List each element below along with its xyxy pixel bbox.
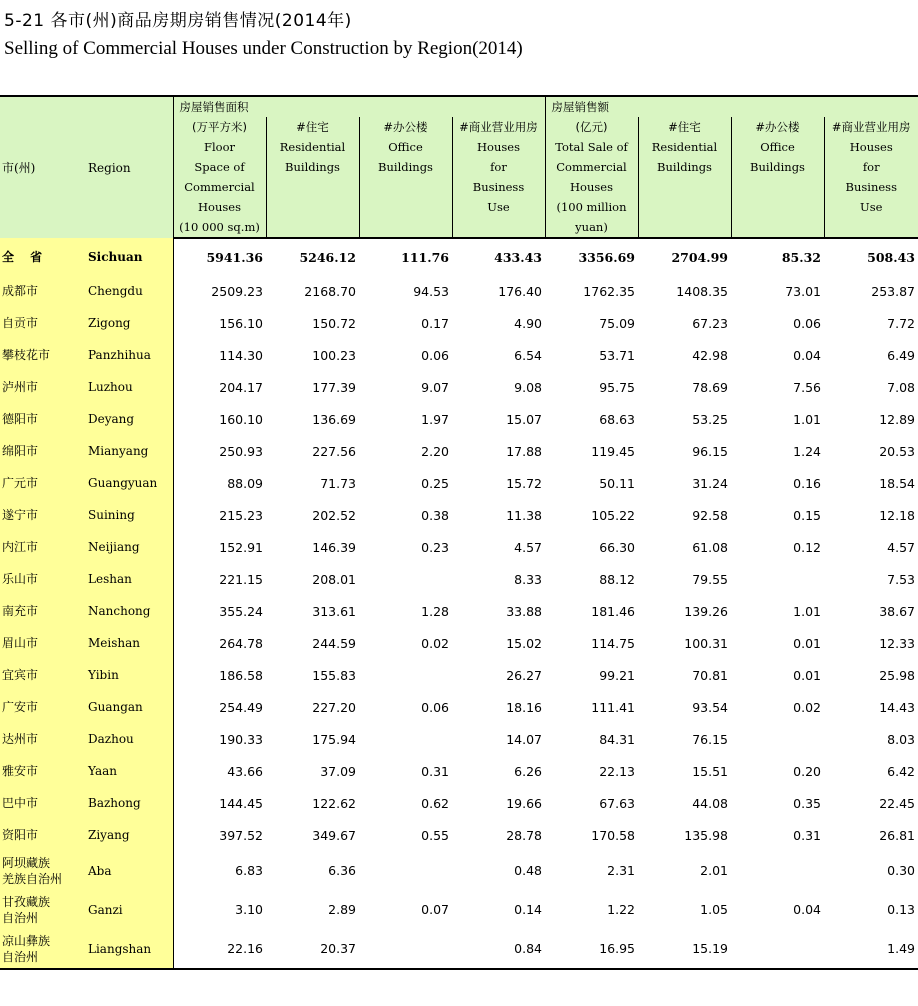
- value-cell: 190.33: [219, 731, 263, 747]
- region-name-en: Suining: [86, 499, 173, 531]
- table-row: [0, 723, 918, 755]
- value-cell: 0.31: [793, 827, 821, 843]
- value-cell: 15.19: [638, 929, 731, 969]
- value-cell: 105.22: [591, 507, 635, 523]
- value-cell: 2.20: [421, 443, 449, 459]
- value-cell: 152.91: [219, 539, 263, 555]
- value-cell: 0.30: [887, 863, 915, 878]
- value-cell: 99.21: [599, 667, 635, 683]
- value-cell: 1.24: [793, 443, 821, 459]
- value-cell: 313.61: [312, 603, 356, 619]
- header-sales-total: (亿元) Total Sale of Commercial Houses (100 million yuan): [545, 117, 638, 238]
- value-cell: 215.23: [219, 507, 263, 523]
- value-cell: 26.27: [506, 667, 542, 683]
- value-cell: 1408.35: [676, 283, 728, 299]
- region-name-cn: 广元市: [0, 467, 86, 499]
- value-cell: 0.84: [452, 929, 545, 969]
- value-cell: 12.18: [879, 507, 915, 523]
- value-cell: 0.06: [421, 347, 449, 363]
- page-title-cn: 5-21 各市(州)商品房期房销售情况(2014年): [4, 11, 352, 31]
- value-cell: 2704.99: [671, 249, 728, 265]
- value-cell: 11.38: [506, 507, 542, 523]
- region-name-cn: 全 省: [0, 238, 86, 275]
- value-cell: 70.81: [692, 667, 728, 683]
- region-name-cn: 乐山市: [0, 563, 86, 595]
- value-cell: 15.51: [692, 763, 728, 779]
- region-name-en: Bazhong: [86, 787, 173, 819]
- value-cell: 17.88: [506, 443, 542, 459]
- value-cell: 4.57: [514, 539, 542, 555]
- header-sales-business: #商业营业用房 Houses for Business Use: [824, 117, 918, 238]
- value-cell: 136.69: [312, 411, 356, 427]
- table-row: [0, 531, 918, 563]
- value-cell: 139.26: [684, 603, 728, 619]
- table-row: [0, 595, 918, 627]
- region-name-cn: 广安市: [0, 691, 86, 723]
- value-cell: 93.54: [692, 699, 728, 715]
- table-row: [0, 691, 918, 723]
- value-cell: 177.39: [312, 379, 356, 395]
- value-cell: 111.41: [591, 699, 635, 715]
- header-floor-area-group: 房屋销售面积: [173, 96, 545, 117]
- value-cell: 6.83: [235, 863, 263, 878]
- table-row: [0, 435, 918, 467]
- value-cell: 6.54: [514, 347, 542, 363]
- value-cell: 0.02: [793, 699, 821, 715]
- sales-table: [0, 95, 918, 970]
- region-name-en: Meishan: [86, 627, 173, 659]
- region-name-en: Leshan: [86, 563, 173, 595]
- value-cell: 264.78: [219, 635, 263, 651]
- value-cell: 111.76: [401, 249, 449, 265]
- value-cell: 0.12: [793, 539, 821, 555]
- value-cell: 15.72: [506, 475, 542, 491]
- value-cell: 18.16: [506, 699, 542, 715]
- value-cell: 25.98: [879, 667, 915, 683]
- value-cell: 7.56: [793, 379, 821, 395]
- value-cell: 2.89: [328, 902, 356, 917]
- value-cell: 0.23: [421, 539, 449, 555]
- value-cell: 1.01: [793, 603, 821, 619]
- region-name-en: Neijiang: [86, 531, 173, 563]
- value-cell: 53.71: [599, 347, 635, 363]
- value-cell: 181.46: [591, 603, 635, 619]
- region-name-cn: 阿坝藏族 羌族自治州: [0, 851, 86, 890]
- value-cell: 79.55: [692, 571, 728, 587]
- value-cell: 84.31: [599, 731, 635, 747]
- value-cell: 12.33: [879, 635, 915, 651]
- header-sales-group: 房屋销售额: [545, 96, 918, 117]
- value-cell: 92.58: [692, 507, 728, 523]
- value-cell: [731, 851, 824, 890]
- region-name-en: Guangan: [86, 691, 173, 723]
- value-cell: 227.20: [312, 699, 356, 715]
- value-cell: 253.87: [871, 283, 915, 299]
- value-cell: 26.81: [879, 827, 915, 843]
- table-row: [0, 563, 918, 595]
- header-area-office: #办公楼 Office Buildings: [359, 117, 452, 238]
- value-cell: 3356.69: [578, 249, 635, 265]
- value-cell: 15.02: [506, 635, 542, 651]
- value-cell: 244.59: [312, 635, 356, 651]
- value-cell: 2509.23: [211, 283, 263, 299]
- value-cell: 186.58: [219, 667, 263, 683]
- region-name-cn: 甘孜藏族 自治州: [0, 890, 86, 929]
- value-cell: 53.25: [692, 411, 728, 427]
- value-cell: 0.06: [793, 315, 821, 331]
- value-cell: 33.88: [506, 603, 542, 619]
- region-name-en: Liangshan: [86, 929, 173, 969]
- page-title-en: Selling of Commercial Houses under Construction by Region(2014): [4, 38, 523, 59]
- region-name-en: Ganzi: [86, 890, 173, 929]
- value-cell: 42.98: [692, 347, 728, 363]
- value-cell: 37.09: [320, 763, 356, 779]
- value-cell: 5246.12: [299, 249, 356, 265]
- table-row: [0, 307, 918, 339]
- value-cell: 202.52: [312, 507, 356, 523]
- value-cell: 170.58: [591, 827, 635, 843]
- value-cell: 433.43: [494, 249, 542, 265]
- region-name-en: Zigong: [86, 307, 173, 339]
- value-cell: 20.37: [266, 929, 359, 969]
- region-name-en: Panzhihua: [86, 339, 173, 371]
- value-cell: 96.15: [692, 443, 728, 459]
- value-cell: 16.95: [545, 929, 638, 969]
- value-cell: 250.93: [219, 443, 263, 459]
- value-cell: 0.14: [514, 902, 542, 917]
- value-cell: 7.72: [887, 315, 915, 331]
- value-cell: 150.72: [312, 315, 356, 331]
- header-area-business: #商业营业用房 Houses for Business Use: [452, 117, 545, 238]
- value-cell: 88.12: [599, 571, 635, 587]
- table-row: [0, 371, 918, 403]
- table-row: [0, 755, 918, 787]
- value-cell: 2.31: [607, 863, 635, 878]
- region-name-cn: 绵阳市: [0, 435, 86, 467]
- region-name-cn: 达州市: [0, 723, 86, 755]
- value-cell: 0.04: [793, 347, 821, 363]
- value-cell: 15.07: [506, 411, 542, 427]
- value-cell: 12.89: [879, 411, 915, 427]
- header-area-residential: #住宅 Residential Buildings: [266, 117, 359, 238]
- value-cell: 355.24: [219, 603, 263, 619]
- value-cell: 160.10: [219, 411, 263, 427]
- header-sales-office: #办公楼 Office Buildings: [731, 117, 824, 238]
- value-cell: 204.17: [219, 379, 263, 395]
- table-row: [0, 890, 918, 929]
- value-cell: 2.01: [700, 863, 728, 878]
- value-cell: 0.48: [514, 863, 542, 878]
- value-cell: 61.08: [692, 539, 728, 555]
- value-cell: 0.07: [421, 902, 449, 917]
- header-region-en: Region: [86, 96, 173, 238]
- value-cell: 119.45: [591, 443, 635, 459]
- table-row: [0, 787, 918, 819]
- region-name-cn: 攀枝花市: [0, 339, 86, 371]
- region-name-cn: 泸州市: [0, 371, 86, 403]
- value-cell: 176.40: [498, 283, 542, 299]
- value-cell: 22.13: [599, 763, 635, 779]
- value-cell: 0.31: [421, 763, 449, 779]
- region-name-cn: 遂宁市: [0, 499, 86, 531]
- region-name-en: Yibin: [86, 659, 173, 691]
- value-cell: 6.49: [887, 347, 915, 363]
- value-cell: 114.75: [591, 635, 635, 651]
- region-name-cn: 内江市: [0, 531, 86, 563]
- value-cell: 156.10: [219, 315, 263, 331]
- value-cell: 4.57: [887, 539, 915, 555]
- value-cell: 5941.36: [206, 249, 263, 265]
- value-cell: 1762.35: [583, 283, 635, 299]
- value-cell: 508.43: [867, 249, 915, 265]
- region-name-cn: 宜宾市: [0, 659, 86, 691]
- value-cell: 122.62: [312, 795, 356, 811]
- value-cell: 66.30: [599, 539, 635, 555]
- value-cell: 7.08: [887, 379, 915, 395]
- value-cell: 8.33: [514, 571, 542, 587]
- value-cell: 155.83: [312, 667, 356, 683]
- value-cell: 0.38: [421, 507, 449, 523]
- value-cell: 221.15: [219, 571, 263, 587]
- value-cell: 6.36: [328, 863, 356, 878]
- value-cell: 146.39: [312, 539, 356, 555]
- value-cell: 0.15: [793, 507, 821, 523]
- value-cell: 1.49: [824, 929, 918, 969]
- value-cell: [359, 929, 452, 969]
- value-cell: 9.07: [421, 379, 449, 395]
- table-row: [0, 403, 918, 435]
- value-cell: [731, 929, 824, 969]
- value-cell: 4.90: [514, 315, 542, 331]
- value-cell: 175.94: [312, 731, 356, 747]
- value-cell: 6.26: [514, 763, 542, 779]
- table-row: [0, 467, 918, 499]
- value-cell: 43.66: [227, 763, 263, 779]
- value-cell: 67.63: [599, 795, 635, 811]
- value-cell: 14.07: [506, 731, 542, 747]
- value-cell: 22.45: [879, 795, 915, 811]
- header-area-total: (万平方米) Floor Space of Commercial Houses (10 000 sq.m): [173, 117, 266, 238]
- value-cell: 114.30: [219, 347, 263, 363]
- value-cell: 76.15: [692, 731, 728, 747]
- region-name-en: Aba: [86, 851, 173, 890]
- region-name-en: Ziyang: [86, 819, 173, 851]
- value-cell: 0.35: [793, 795, 821, 811]
- value-cell: 0.62: [421, 795, 449, 811]
- value-cell: 7.53: [887, 571, 915, 587]
- header-sales-residential: #住宅 Residential Buildings: [638, 117, 731, 238]
- value-cell: 8.03: [887, 731, 915, 747]
- value-cell: 1.97: [421, 411, 449, 427]
- value-cell: 1.28: [421, 603, 449, 619]
- value-cell: 31.24: [692, 475, 728, 491]
- value-cell: 0.17: [421, 315, 449, 331]
- value-cell: [359, 723, 452, 755]
- table-row-total: [0, 238, 918, 275]
- region-name-cn: 资阳市: [0, 819, 86, 851]
- value-cell: 227.56: [312, 443, 356, 459]
- value-cell: 0.20: [793, 763, 821, 779]
- value-cell: 14.43: [879, 699, 915, 715]
- value-cell: 19.66: [506, 795, 542, 811]
- value-cell: 85.32: [781, 249, 821, 265]
- region-name-cn: 南充市: [0, 595, 86, 627]
- region-name-cn: 凉山彝族 自治州: [0, 929, 86, 969]
- table-row: [0, 819, 918, 851]
- region-name-en: Dazhou: [86, 723, 173, 755]
- value-cell: 78.69: [692, 379, 728, 395]
- value-cell: 20.53: [879, 443, 915, 459]
- region-name-cn: 德阳市: [0, 403, 86, 435]
- value-cell: 254.49: [219, 699, 263, 715]
- value-cell: 95.75: [599, 379, 635, 395]
- value-cell: 0.13: [887, 902, 915, 917]
- region-name-cn: 巴中市: [0, 787, 86, 819]
- value-cell: 71.73: [320, 475, 356, 491]
- value-cell: [359, 851, 452, 890]
- value-cell: 9.08: [514, 379, 542, 395]
- value-cell: 18.54: [879, 475, 915, 491]
- region-name-cn: 雅安市: [0, 755, 86, 787]
- value-cell: 208.01: [312, 571, 356, 587]
- table-row: [0, 499, 918, 531]
- value-cell: 6.42: [887, 763, 915, 779]
- table-row: [0, 275, 918, 307]
- value-cell: [731, 563, 824, 595]
- value-cell: 0.02: [421, 635, 449, 651]
- value-cell: 22.16: [173, 929, 266, 969]
- region-name-cn: 自贡市: [0, 307, 86, 339]
- table-row: [0, 627, 918, 659]
- value-cell: 100.23: [312, 347, 356, 363]
- value-cell: 28.78: [506, 827, 542, 843]
- value-cell: [731, 723, 824, 755]
- value-cell: 0.55: [421, 827, 449, 843]
- value-cell: 3.10: [235, 902, 263, 917]
- value-cell: 135.98: [684, 827, 728, 843]
- header-region-cn: 市(州): [0, 96, 86, 238]
- value-cell: 397.52: [219, 827, 263, 843]
- value-cell: 94.53: [413, 283, 449, 299]
- table-row: [0, 851, 918, 890]
- region-name-en: Yaan: [86, 755, 173, 787]
- region-name-en: Luzhou: [86, 371, 173, 403]
- value-cell: 38.67: [879, 603, 915, 619]
- value-cell: 44.08: [692, 795, 728, 811]
- value-cell: 1.05: [700, 902, 728, 917]
- value-cell: 0.06: [421, 699, 449, 715]
- value-cell: 88.09: [227, 475, 263, 491]
- value-cell: 349.67: [312, 827, 356, 843]
- value-cell: 73.01: [785, 283, 821, 299]
- value-cell: 0.16: [793, 475, 821, 491]
- value-cell: 0.25: [421, 475, 449, 491]
- value-cell: 100.31: [684, 635, 728, 651]
- region-name-en: Mianyang: [86, 435, 173, 467]
- value-cell: 0.01: [793, 667, 821, 683]
- region-name-en: Chengdu: [86, 275, 173, 307]
- value-cell: 67.23: [692, 315, 728, 331]
- region-name-en: Sichuan: [86, 238, 173, 275]
- value-cell: 144.45: [219, 795, 263, 811]
- table-row: [0, 339, 918, 371]
- value-cell: 1.01: [793, 411, 821, 427]
- region-name-cn: 眉山市: [0, 627, 86, 659]
- region-name-en: Deyang: [86, 403, 173, 435]
- table-row: [0, 929, 918, 969]
- value-cell: 68.63: [599, 411, 635, 427]
- value-cell: 0.01: [793, 635, 821, 651]
- table-row: [0, 659, 918, 691]
- value-cell: [359, 563, 452, 595]
- value-cell: [359, 659, 452, 691]
- region-name-en: Guangyuan: [86, 467, 173, 499]
- value-cell: 50.11: [599, 475, 635, 491]
- value-cell: 1.22: [607, 902, 635, 917]
- value-cell: 0.04: [793, 902, 821, 917]
- region-name-cn: 成都市: [0, 275, 86, 307]
- value-cell: 75.09: [599, 315, 635, 331]
- region-name-en: Nanchong: [86, 595, 173, 627]
- value-cell: 2168.70: [304, 283, 356, 299]
- table-body: [0, 238, 918, 969]
